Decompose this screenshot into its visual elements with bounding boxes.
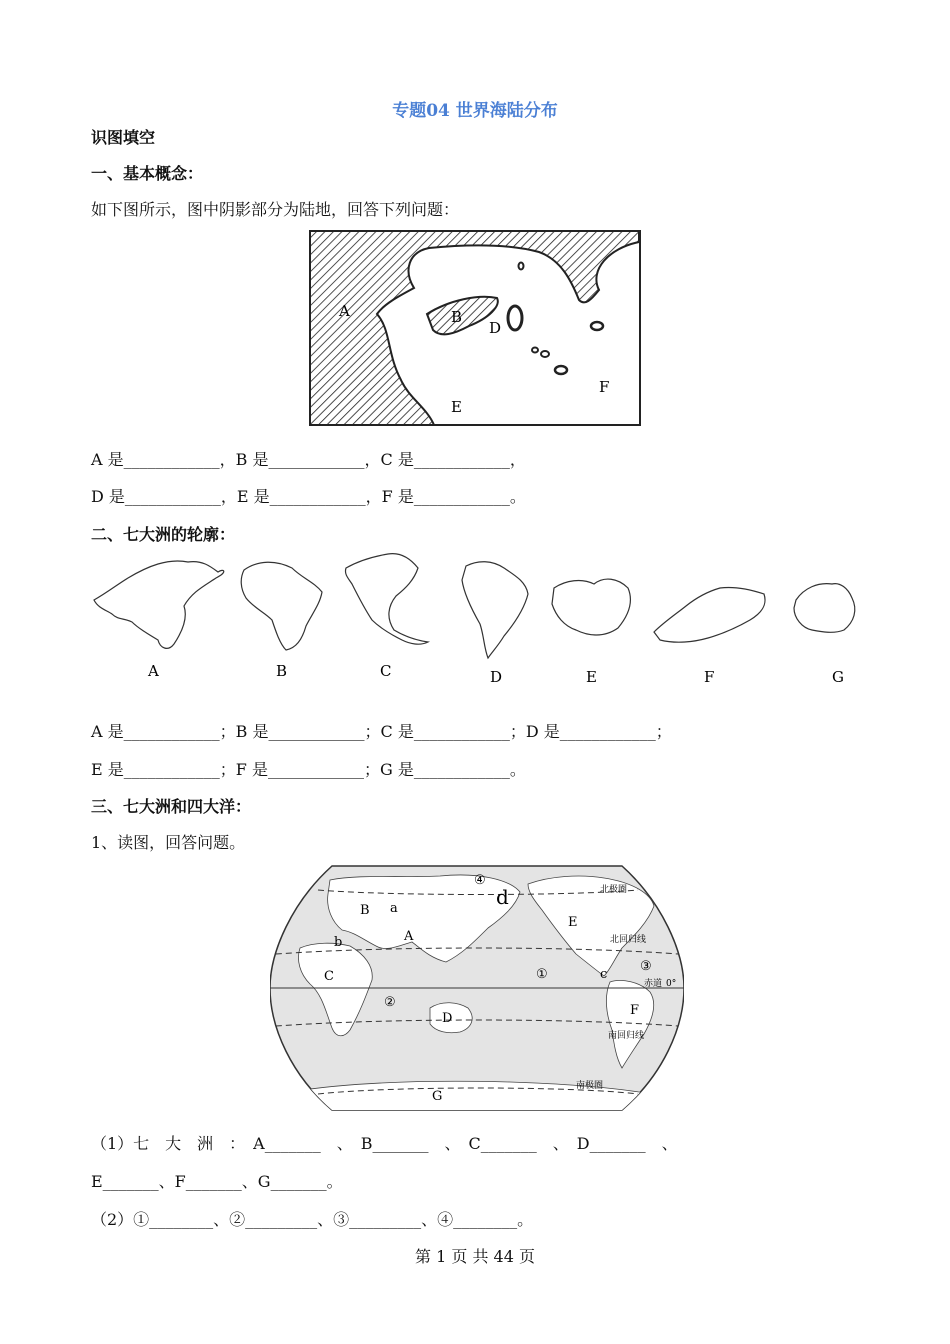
world-label-e: E [568,915,578,930]
world-map [270,862,684,1114]
page-title: 专题04 世界海陆分布 [392,101,558,121]
world-point-a: a [390,901,398,916]
question-1-sub1a: （1）七 大 洲 ： A_______ 、 B_______ 、 C_______ 、 D_______ 、 [91,1134,678,1153]
line-tropic-cancer: 北回归线 [610,935,647,945]
world-ocean-3: ③ [640,959,652,974]
section2-answer-line2: E 是____________；F 是____________；G 是____________。 [91,760,526,779]
question-1-sub1b: E_______、F_______、G_______。 [91,1172,343,1191]
line-antarctic-circle: 南极圈 [576,1081,604,1091]
section3-heading: 三、七大洲和四大洋： [91,797,252,816]
section1-answer-line1: A 是____________，B 是____________，C 是____________， [91,450,526,469]
world-point-b: b [334,935,343,950]
world-label-b: B [360,903,370,918]
question-1: 1、读图，回答问题。 [91,833,246,852]
continent-caption-b: B [276,662,288,680]
page-footer: 第 1 页 共 44 页 [415,1247,535,1266]
section1-answer-line2: D 是____________，E 是____________，F 是____________。 [91,487,526,506]
continent-outlines [88,548,888,688]
line-arctic-circle: 北极圈 [600,885,628,895]
section1-heading: 一、基本概念： [91,164,204,183]
question-1-sub2: （2）①________、②_________、③_________、④________。 [91,1210,534,1229]
continent-caption-c: C [380,662,392,680]
section2-answer-line1: A 是____________；B 是____________；C 是____________；D 是____________； [91,722,672,741]
continent-caption-a: A [148,662,159,680]
line-zero-degree: 0° [666,979,677,989]
map1-label-f: F [599,378,610,396]
map1-label-e: E [451,398,462,416]
world-ocean-1: ① [536,967,548,982]
map1-label-b: B [451,308,463,326]
line-equator: 赤道 [644,979,663,989]
world-point-d: d [496,885,509,909]
line-tropic-capricorn: 南回归线 [608,1031,645,1041]
continent-caption-d: D [490,668,503,686]
continent-caption-e: E [586,668,597,686]
map1-label-d: D [489,319,502,337]
world-label-d: D [442,1011,453,1026]
map1-label-a: A [339,302,350,320]
section1-intro: 如下图所示，图中阴影部分为陆地，回答下列问题： [91,200,460,219]
main-heading: 识图填空 [91,128,156,147]
world-label-f: F [630,1003,640,1018]
continent-caption-g: G [832,668,844,686]
world-ocean-2: ② [384,995,396,1010]
continent-caption-f: F [704,668,715,686]
coastline-map [309,230,641,426]
world-label-a: A [404,929,414,944]
world-point-c: c [600,967,608,982]
world-ocean-4: ④ [474,873,486,888]
section2-heading: 二、七大洲的轮廓： [91,525,236,544]
world-label-g: G [432,1089,443,1104]
world-label-c: C [324,969,334,984]
